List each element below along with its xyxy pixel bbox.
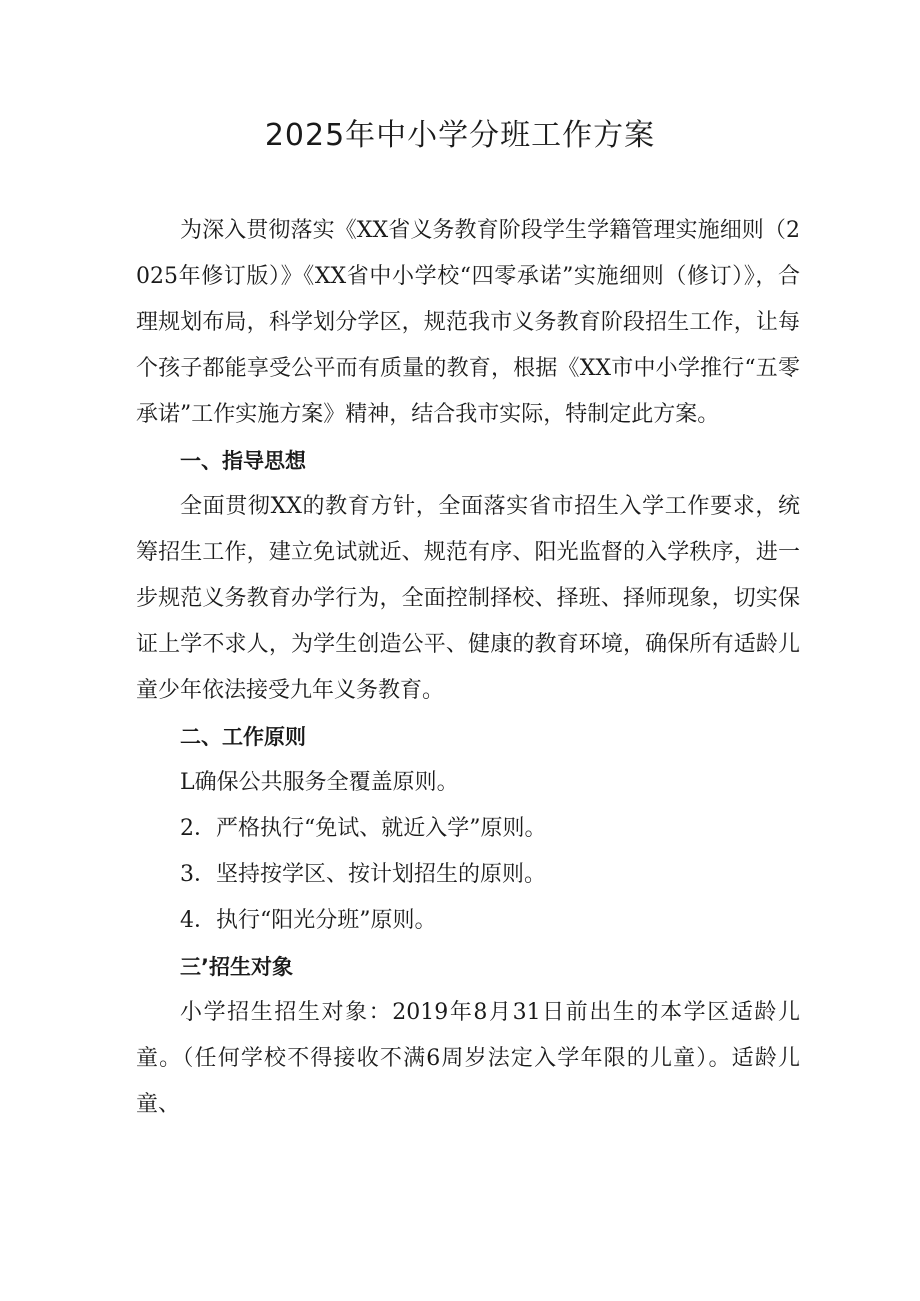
section-heading-enrollment-targets: 三’招生对象 <box>180 955 293 979</box>
document-title: 2025年中小学分班工作方案 <box>264 118 656 153</box>
document-body <box>136 208 800 1128</box>
principle-item: L确保公共服务全覆盖原则。 <box>180 770 459 795</box>
enrollment-targets-paragraph: 小学招生招生对象：2019年8月31日前出生的本学区适龄儿童。（任何学校不得接收不满6周岁法定入学年限的儿童）。适龄儿童、 <box>136 1000 800 1117</box>
intro-paragraph: 为深入贯彻落实《XX省义务教育阶段学生学籍管理实施细则（2025年修订版）》《XX省中小学校“四零承诺”实施细则（修订）》，合理规划布局，科学划分学区，规范我市义务教育阶段招生工作，让每个孩子都能享受公平而有质量的教育，根据《XX市中小学推行“五零承诺”工作实施方案》精神，结合我市实际，特制定此方案。 <box>136 218 800 427</box>
section-heading-guiding-ideology: 一、指导思想 <box>180 449 306 473</box>
principle-item: 2．严格执行“免试、就近入学”原则。 <box>180 816 547 841</box>
principle-item: 3．坚持按学区、按计划招生的原则。 <box>180 862 546 887</box>
section-heading-work-principles: 二、工作原则 <box>180 725 306 749</box>
principle-item: 4．执行“阳光分班”原则。 <box>180 908 437 933</box>
guiding-ideology-paragraph: 全面贯彻XX的教育方针，全面落实省市招生入学工作要求，统筹招生工作，建立免试就近、规范有序、阳光监督的入学秩序，进一步规范义务教育办学行为，全面控制择校、择班、择师现象，切实保证上学不求人，为学生创造公平、健康的教育环境，确保所有适龄儿童少年依法接受九年义务教育。 <box>136 494 800 703</box>
